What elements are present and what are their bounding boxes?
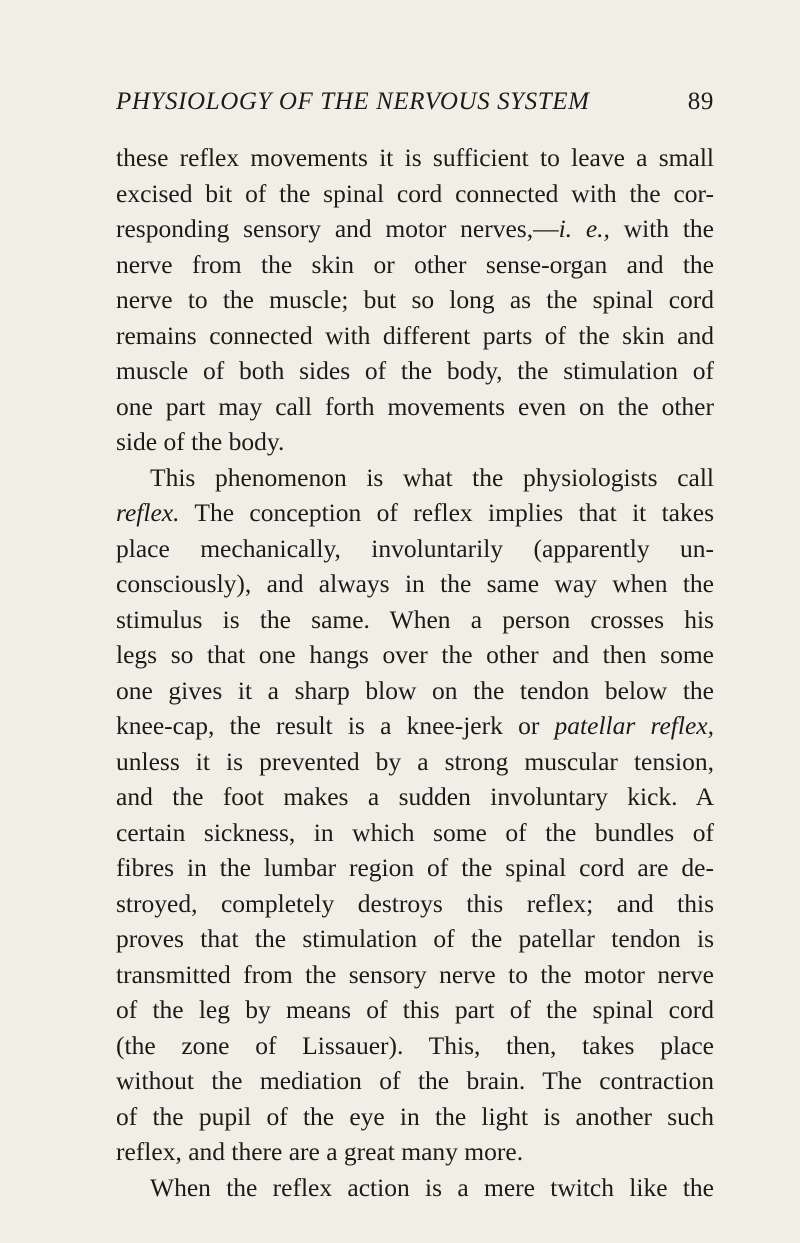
- text-run: (the zone of Lissauer). This, then, takes place: [116, 1030, 714, 1060]
- text-line: [116, 566, 714, 602]
- text-run: stimulus is the same. When a person crosses his: [116, 604, 714, 634]
- text-run: excised bit of the spinal cord connected with the cor-: [116, 178, 714, 208]
- text-line: [116, 708, 714, 744]
- text-run: one part may call forth movements even on the other: [116, 391, 714, 421]
- text-run: This phenomenon is what the physiologists call: [150, 462, 714, 492]
- page-header: [116, 88, 714, 128]
- text-run: of the pupil of the eye in the light is another such: [116, 1101, 714, 1131]
- text-run: knee-cap, the result is a knee-jerk or: [116, 711, 555, 740]
- text-run: The conception of reflex implies that it takes: [179, 498, 714, 527]
- text-line: [116, 637, 714, 673]
- text-line: [116, 992, 714, 1028]
- text-run: these reflex movements it is sufficient to leave a small: [116, 143, 714, 172]
- text-line: [116, 531, 714, 567]
- text-line: [116, 744, 714, 780]
- text-run: When the reflex action is a mere twitch like the: [150, 1172, 714, 1202]
- paragraph-start-line: [116, 1170, 714, 1206]
- text-run: nerve from the skin or other sense-organ and the: [116, 249, 714, 279]
- text-run: proves that the stimulation of the patellar tendon is: [116, 924, 714, 953]
- text-run: certain sickness, in which some of the bundles of: [116, 817, 714, 847]
- page-number: 89: [687, 88, 714, 115]
- text-line: [116, 957, 714, 993]
- text-run: without the mediation of the brain. The contraction: [116, 1066, 714, 1095]
- italic-run: reflex.: [116, 498, 180, 527]
- text-run: with the: [609, 214, 714, 243]
- text-line: [116, 921, 714, 957]
- text-line: [116, 886, 714, 922]
- text-run: reflex, and there are a great many more.: [116, 1137, 524, 1166]
- text-line: [116, 779, 714, 815]
- text-line: [116, 211, 714, 247]
- text-line: [116, 176, 714, 212]
- text-line: [116, 1063, 714, 1099]
- text-run: fibres in the lumbar region of the spinal cord are de-: [116, 853, 714, 882]
- text-run: nerve to the muscle; but so long as the spinal cord: [116, 285, 714, 314]
- italic-run: i. e.,: [558, 214, 610, 243]
- body-text: [116, 140, 714, 1205]
- text-line: [116, 318, 714, 354]
- text-line: [116, 1028, 714, 1064]
- running-title: PHYSIOLOGY OF THE NERVOUS SYSTEM: [116, 88, 590, 115]
- text-run: legs so that one hangs over the other and then some: [116, 640, 714, 669]
- text-run: of the leg by means of this part of the spinal cord: [116, 995, 714, 1024]
- text-run: and the foot makes a sudden involuntary kick. A: [116, 782, 714, 811]
- text-line: [116, 247, 714, 283]
- italic-run: patellar reflex,: [554, 711, 714, 740]
- text-run: consciously), and always in the same way when the: [116, 569, 714, 598]
- text-run: stroyed, completely destroys this reflex; and this: [116, 888, 714, 918]
- text-run: responding sensory and motor nerves,—: [116, 214, 559, 243]
- paragraph-end-line: [116, 424, 714, 460]
- text-line: [116, 353, 714, 389]
- text-line: [116, 495, 714, 531]
- paragraph-start-line: [116, 460, 714, 496]
- text-line: [116, 602, 714, 638]
- text-line: [116, 1099, 714, 1135]
- text-run: side of the body.: [116, 427, 285, 456]
- text-run: transmitted from the sensory nerve to the motor nerve: [116, 959, 714, 989]
- text-run: one gives it a sharp blow on the tendon below the: [116, 675, 714, 705]
- text-line: [116, 282, 714, 318]
- text-run: muscle of both sides of the body, the stimulation of: [116, 356, 714, 385]
- text-run: remains connected with different parts of the skin and: [116, 320, 714, 350]
- text-run: place mechanically, involuntarily (apparently un-: [116, 533, 714, 563]
- text-run: unless it is prevented by a strong muscular tension,: [116, 746, 714, 776]
- paragraph-end-line: [116, 1134, 714, 1170]
- text-line: [116, 673, 714, 709]
- text-line: [116, 389, 714, 425]
- text-line: [116, 140, 714, 176]
- text-line: [116, 815, 714, 851]
- text-line: [116, 850, 714, 886]
